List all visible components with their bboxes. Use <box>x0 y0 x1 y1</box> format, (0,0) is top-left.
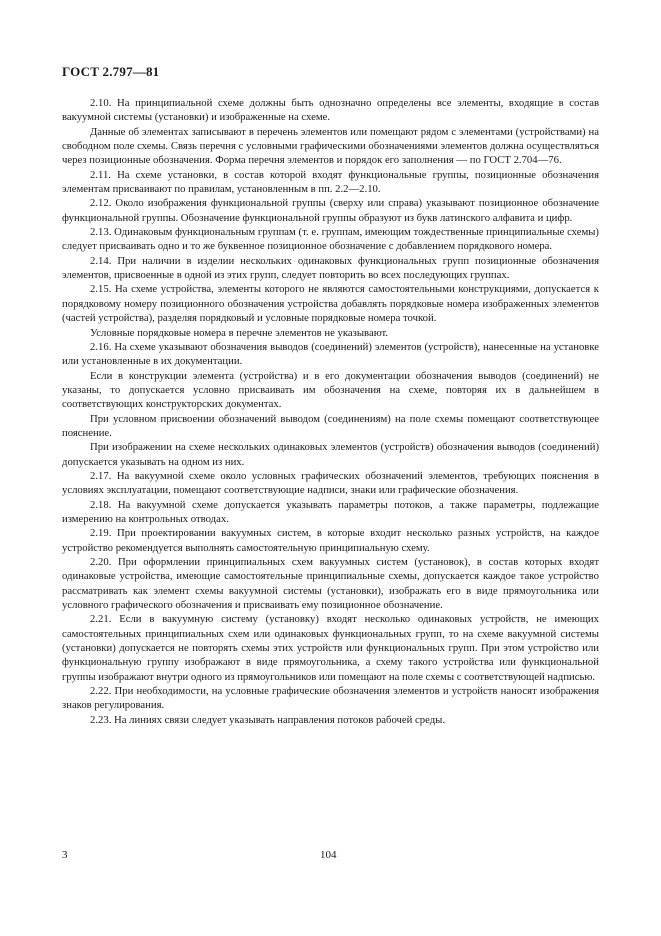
paragraph-2-16: 2.16. На схеме указывают обозначения выводов (соединений) элементов (устройств), нанесенные на установке или установленные в их документации. <box>62 340 599 368</box>
paragraph-2-14: 2.14. При наличии в изделии нескольких одинаковых функциональных групп позиционные обозначения элементов, присвоенные в одной из этих групп, следует повторить во всех последующих группах. <box>62 254 599 282</box>
paragraph-2-10-list: Данные об элементах записывают в перечень элементов или помещают рядом с элементами (устройствами) на свободном поле схемы. Связь перечня с условными графическими обозначениями элементов должна осуществляться через позиционные обозначения. Форма перечня элементов и порядок его заполнения — по ГОСТ 2.704—76. <box>62 125 599 167</box>
paragraph-2-15-note: Условные порядковые номера в перечне элементов не указывают. <box>90 326 389 339</box>
sheet-number: 104 <box>320 849 337 861</box>
document-body <box>62 96 599 727</box>
paragraph-2-16-a: Если в конструкции элемента (устройства) и в его документации обозначения выводов (соединений) не указаны, то допускается условно присваивать им обозначения на схеме, повторяя их в дальнейшем в соответствующих конструкторских документах. <box>62 369 599 411</box>
paragraph-2-12: 2.12. Около изображения функциональной группы (сверху или справа) указывают позиционное обозначение функциональной группы. Обозначение функциональной группы образуют из букв латинского алфавита и цифр. <box>62 197 599 224</box>
paragraph-2-16-c: При изображении на схеме нескольких одинаковых элементов (устройств) обозначения выводов (соединений) допускается указывать на одном из них. <box>62 441 599 468</box>
paragraph-2-20: 2.20. При оформлении принципиальных схем вакуумных систем (установок), в состав которых входят одинаковые устройства, имеющие самостоятельные принципиальные схемы, допускается каждое такое устройство рассматривать как элемент схемы вакуумной системы (установки), изображать его в виде прямоугольника или условного графического обозначения и присваивать ему позиционное обозначение. <box>62 556 599 612</box>
standard-designation: ГОСТ 2.797—81 <box>62 64 160 79</box>
paragraph-2-23: 2.23. На линиях связи следует указывать направления потоков рабочей среды. <box>90 713 446 726</box>
paragraph-2-17: 2.17. На вакуумной схеме около условных графических обозначений элементов, требующих пояснения в условиях эксплуатации, помещают соответствующие надписи, знаки или графические обозначения. <box>62 469 599 497</box>
paragraph-2-13: 2.13. Одинаковым функциональным группам (т. е. группам, имеющим тождественные принципиальные схемы) следует присваивать одно и то же буквенное позиционное обозначение с добавлением порядкового номера. <box>62 226 599 253</box>
paragraph-2-19: 2.19. При проектировании вакуумных систем, в которые входит несколько разных устройств, на каждое устройство рекомендуется выполнять самостоятельную принципиальную схему. <box>62 527 599 554</box>
paragraph-2-15: 2.15. На схеме устройства, элементы которого не являются самостоятельными конструкциями, допускается к порядковому номеру позиционного обозначения устройства добавлять порядковые номера изображенных элементов (частей устройства), разделяя порядковый и условные порядковые номера точкой. <box>62 283 599 325</box>
paragraph-2-18: 2.18. На вакуумной схеме допускается указывать параметры потоков, а также параметры, подлежащие измерению на контрольных отводах. <box>62 498 599 525</box>
page-number: 3 <box>62 849 68 861</box>
paragraph-2-10: 2.10. На принципиальной схеме должны быть однозначно определены все элементы, входящие в состав вакуумной системы (установки) и изображенные на схеме. <box>62 97 599 124</box>
page-header <box>62 64 159 80</box>
paragraph-2-21: 2.21. Если в вакуумную систему (установку) входят несколько одинаковых устройств, не имеющих самостоятельных принципиальных схем или одинаковых функциональных групп, то на схеме вакуумной системы (установки) допускается не повторять схемы этих устройств или функциональных групп. При этом устройство или функциональную группу изображают в виде прямоугольника, а схему такого устройства или функциональной группы изображают внутри одного из прямоугольников или помещают на поле схемы с соответствующей надписью. <box>62 613 599 683</box>
paragraph-2-22: 2.22. При необходимости, на условные графические обозначения элементов и устройств наносят изображения знаков регулирования. <box>62 685 599 712</box>
paragraph-2-11: 2.11. На схеме установки, в состав которой входят функциональные группы, позиционные обозначения элементам присваивают по правилам, установленным в пп. 2.2—2.10. <box>62 168 599 196</box>
paragraph-2-16-b: При условном присвоении обозначений выводом (соединениям) на поле схемы помещают соответствующее пояснение. <box>62 412 599 439</box>
